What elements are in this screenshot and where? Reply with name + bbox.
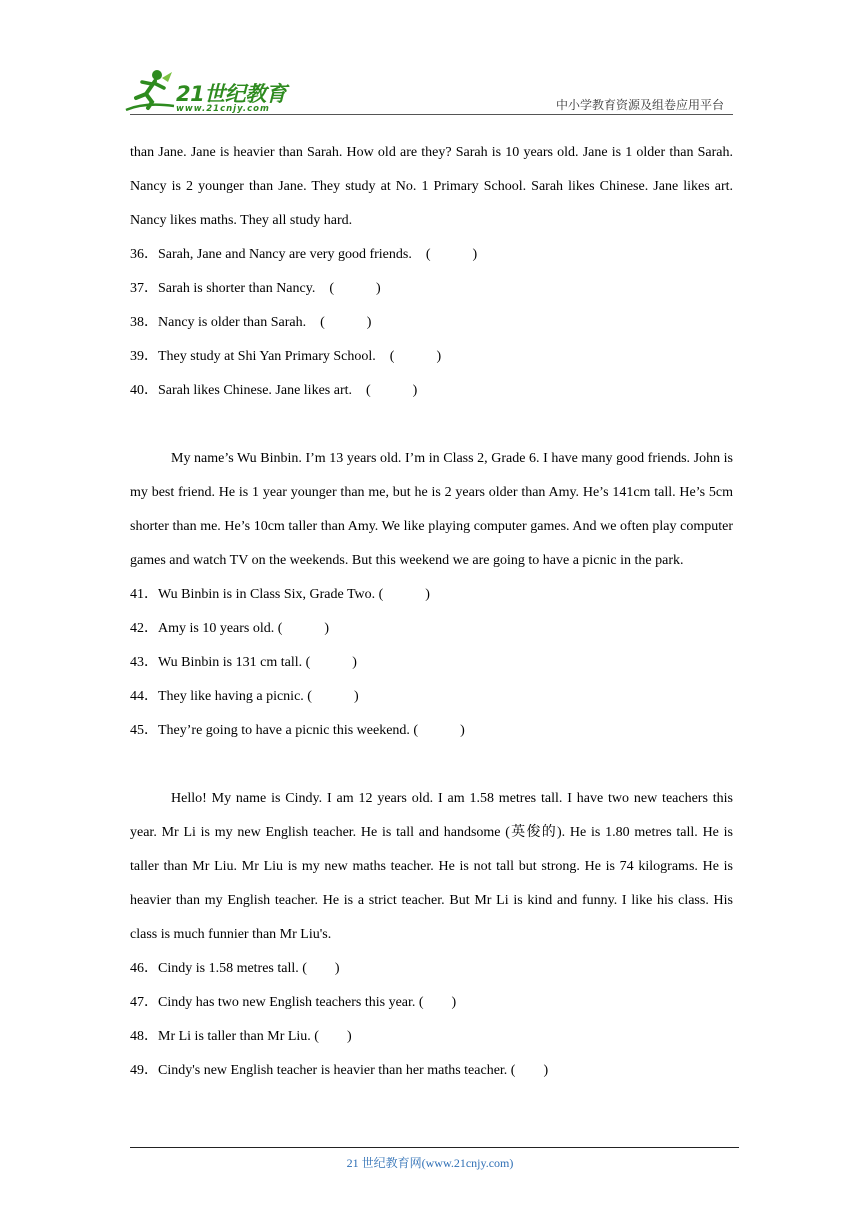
question-45: 45．They’re going to have a picnic this weekend. ( ) bbox=[130, 723, 465, 738]
logo-text: 21世纪教育 bbox=[176, 82, 287, 106]
question-46: 46．Cindy is 1.58 metres tall. ( ) bbox=[130, 961, 340, 976]
page-footer: 21 世纪教育网(www.21cnjy.com) bbox=[346, 1156, 514, 1170]
runner-icon bbox=[124, 68, 176, 114]
document-body bbox=[130, 136, 733, 1088]
question-39: 39．They study at Shi Yan Primary School. ( ) bbox=[130, 349, 442, 364]
question-48: 48．Mr Li is taller than Mr Liu. ( ) bbox=[130, 1029, 352, 1044]
header-site-label: 中小学教育资源及组卷应用平台 bbox=[555, 98, 724, 112]
page-header bbox=[0, 0, 860, 120]
question-37: 37．Sarah is shorter than Nancy. ( ) bbox=[130, 281, 381, 296]
section-gap bbox=[130, 408, 733, 442]
passage-3-text: Hello! My name is Cindy. I am 12 years old. I am 1.58 metres tall. I have two new teachers this year. Mr Li is my new English teacher. He is tall and handsome (英俊的). He is 1.80 metres tall. He is taller than Mr Liu. Mr Liu is my new maths teacher. He is not tall but strong. He is 74 kilograms. He is heavier than my English teacher. He is a strict teacher. But Mr Li is kind and funny. I like his class. His class is much funnier than Mr Liu's. bbox=[130, 791, 733, 942]
passage-2-text: My name’s Wu Binbin. I’m 13 years old. I’m in Class 2, Grade 6. I have many good friends. John is my best friend. He is 1 year younger than me, but he is 2 years older than Amy. He’s 141cm tall. He’s 5cm shorter than me. He’s 10cm taller than Amy. We like playing computer games. And we often play computer games and watch TV on the weekends. But this weekend we are going to have a picnic in the park. bbox=[130, 451, 733, 568]
logo-url: www.21cnjy.com bbox=[176, 104, 270, 114]
question-36: 36．Sarah, Jane and Nancy are very good friends. ( ) bbox=[130, 247, 478, 262]
question-44: 44．They like having a picnic. ( ) bbox=[130, 689, 359, 704]
question-47: 47．Cindy has two new English teachers this year. ( ) bbox=[130, 995, 457, 1010]
question-40: 40．Sarah likes Chinese. Jane likes art. ( ) bbox=[130, 383, 418, 398]
section-gap bbox=[130, 748, 733, 782]
passage-1-text: than Jane. Jane is heavier than Sarah. How old are they? Sarah is 10 years old. Jane is 1 older than Sarah. Nancy is 2 younger than Jane. They study at No. 1 Primary School. Sarah likes Chinese. Jane likes art. Nancy likes maths. They all study hard. bbox=[130, 145, 733, 228]
site-logo bbox=[124, 66, 294, 118]
question-38: 38．Nancy is older than Sarah. ( ) bbox=[130, 315, 372, 330]
footer-divider bbox=[130, 1147, 739, 1148]
question-43: 43．Wu Binbin is 131 cm tall. ( ) bbox=[130, 655, 357, 670]
question-49: 49．Cindy's new English teacher is heavier than her maths teacher. ( ) bbox=[130, 1063, 549, 1078]
header-divider bbox=[130, 114, 733, 115]
question-41: 41．Wu Binbin is in Class Six, Grade Two. ( ) bbox=[130, 587, 430, 602]
question-42: 42．Amy is 10 years old. ( ) bbox=[130, 621, 330, 636]
